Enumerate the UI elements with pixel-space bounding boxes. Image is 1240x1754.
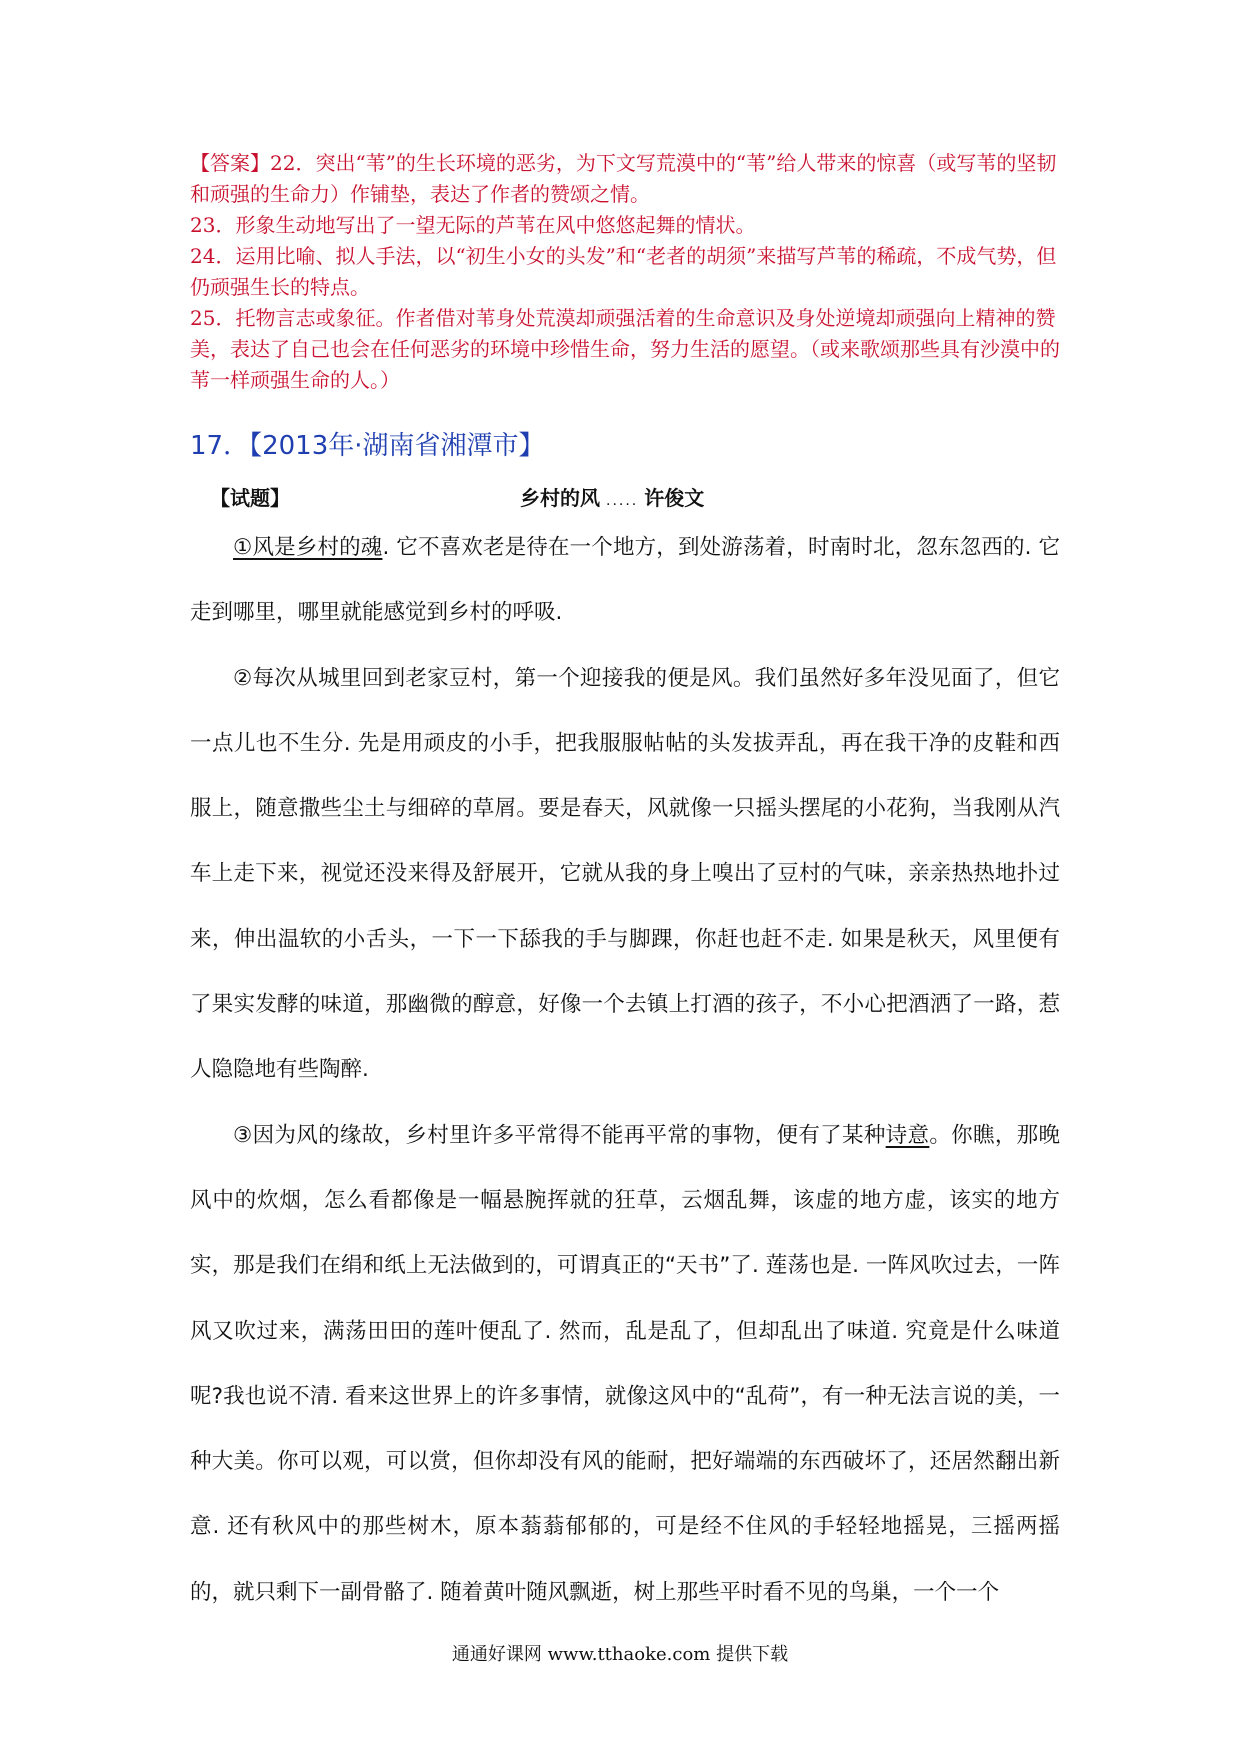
answer-line-25: 25．托物言志或象征。作者借对苇身处荒漠却顽强活着的生命意识及身处逆境却顽强向上精神的赞美，表达了自己也会在任何恶劣的环境中珍惜生命，努力生活的愿望。（或来歌颂那些具有沙漠中的苇一样顽强生命的人。） <box>190 306 1060 392</box>
paragraph-1-text: . 它不喜欢老是待在一个地方，到处游荡着，时南时北，忽东忽西的. 它走到哪里，哪里就能感觉到乡村的呼吸. <box>190 535 1060 626</box>
paragraph-3 <box>190 1103 1060 1625</box>
paragraph-3-text: 。你瞧，那晚风中的炊烟，怎么看都像是一幅悬腕挥就的狂草，云烟乱舞，该虚的地方虚，该实的地方实，那是我们在绢和纸上无法做到的，可谓真正的“天书”了. 莲荡也是. 一阵风吹过去，一阵风又吹过来，满荡田田的莲叶便乱了. 然而，乱是乱了，但却乱出了味道. 究竟是什么味道呢?我也说不清. 看来这世界上的许多事情，就像这风中的“乱荷”，有一种无法言说的美，一种大美。你可以观，可以赏，但你却没有风的能耐，把好端端的东西破坏了，还居然翻出新意. 还有秋风中的那些树木，原本蓊蓊郁郁的，可是经不住风的手轻轻地摇晃，三摇两摇的，就只剩下一副骨骼了. 随着黄叶随风飘逝，树上那些平时看不见的鸟巢，一个一个 <box>190 1122 1060 1605</box>
answer-line-23: 23．形象生动地写出了一望无际的芦苇在风中悠悠起舞的情状。 <box>190 213 756 237</box>
passage-title: 乡村的风 <box>520 486 600 510</box>
footer-credit: 通通好课网 www.tthaoke.com 提供下载 <box>451 1644 789 1665</box>
paragraph-2: ②每次从城里回到老家豆村，第一个迎接我的便是风。我们虽然好多年没见面了，但它一点儿也不生分. 先是用顽皮的小手，把我服服帖帖的头发拔弄乱，再在我干净的皮鞋和西服上，随意撒些尘土与细碎的草屑。要是春天，风就像一只摇头摆尾的小花狗，当我刚从汽车上走下来，视觉还没来得及舒展开，它就从我的身上嗅出了豆村的气味，亲亲热热地扑过来，伸出温软的小舌头，一下一下舔我的手与脚踝，你赶也赶不走. 如果是秋天，风里便有了果实发酵的味道，那幽微的醇意，好像一个去镇上打酒的孩子，不小心把酒洒了一路，惹人隐隐地有些陶醉. <box>190 665 1060 1083</box>
underlined-phrase: ①风是乡村的魂 <box>233 535 383 560</box>
underlined-word: 诗意 <box>885 1122 930 1148</box>
passage-body <box>190 515 1060 1625</box>
answer-line-24: 24．运用比喻、拟人手法，以“初生小女的头发”和“老者的胡须”来描写芦苇的稀疏，不成气势，但仍顽强生长的特点。 <box>190 244 1057 299</box>
title-dots: ..... <box>606 493 639 509</box>
passage-title-line <box>520 482 704 511</box>
paragraph-1 <box>190 515 1060 646</box>
passage-author: 许俊文 <box>644 486 705 510</box>
answer-line-22: 【答案】22．突出“苇”的生长环境的恶劣，为下文写荒漠中的“苇”给人带来的惊喜（或写苇的坚韧和顽强的生命力）作铺垫，表达了作者的赞颂之情。 <box>190 151 1057 206</box>
answer-block <box>190 148 1070 396</box>
section-heading: 17．【2013年·湖南省湘潭市】 <box>190 431 545 461</box>
question-label: 【试题】 <box>210 486 290 510</box>
paragraph-3-start: ③因为风的缘故，乡村里许多平常得不能再平常的事物，便有了某种 <box>233 1122 886 1148</box>
